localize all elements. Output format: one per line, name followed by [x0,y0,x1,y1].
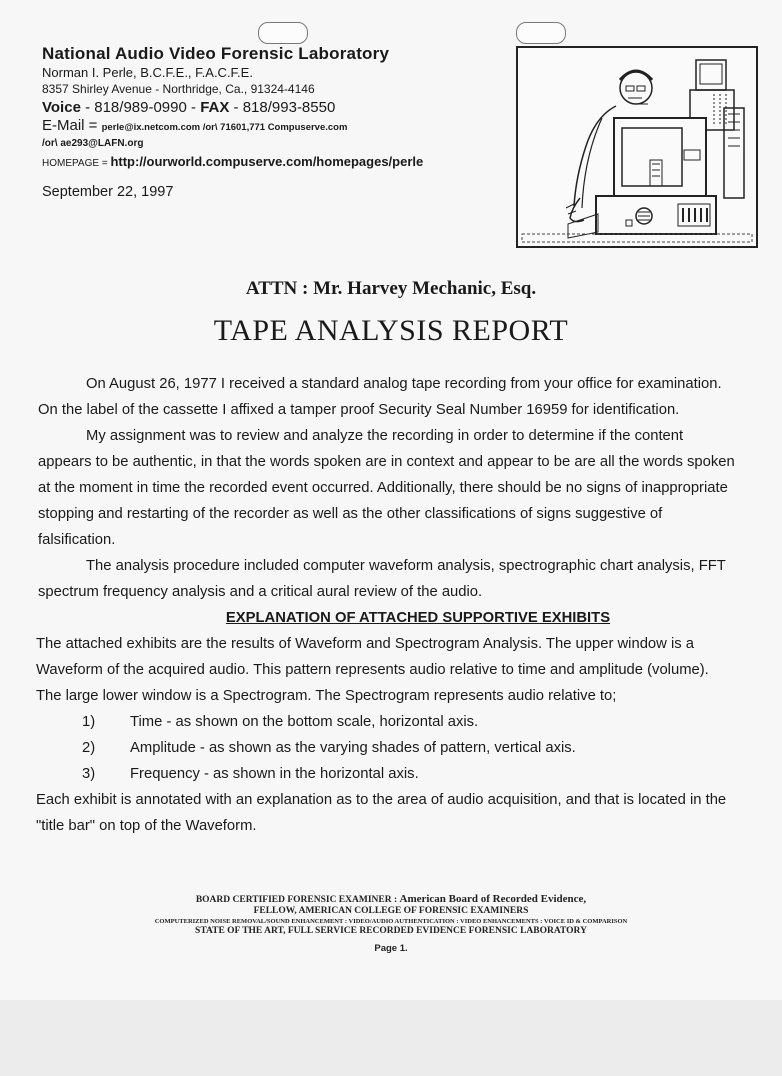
paragraph: My assignment was to review and analyze the recording in order to determine if the content appears to be authentic, in that the words spoken are in context and appear to be are all the words spoken at the moment in time the recorded event occurred. Additionally, there should be no signs of inappropriate stopping and restarting of the recorder as well as the other classifications of signs suggestive of falsification. [38,428,735,548]
voice-number: 818/989-0990 [94,99,187,116]
attention-line: ATTN : Mr. Harvey Mechanic, Esq. [245,278,537,299]
closing-paragraph: Each exhibit is annotated with an explanation as to the area of audio acquisition, and that is located in the "title bar" on top of the Waveform. [36,792,727,834]
report-body [38,371,738,839]
email-label: E-Mail = [42,117,98,134]
footer-board: American Board of Recorded Evidence, [399,893,587,905]
punch-hole [258,22,308,44]
list-text: Frequency - as shown in the horizontal axis. [130,766,419,782]
email-line [42,117,502,137]
list-number: 2) [82,740,96,756]
footer-line-2: FELLOW, AMERICAN COLLEGE OF FORENSIC EXAMINERS [253,906,529,916]
list-text: Time - as shown on the bottom scale, horizontal axis. [130,714,479,730]
homepage-url: http://ourworld.compuserve.com/homepages/perle [110,154,424,169]
email-alt: /or\ ae293@LAFN.org [42,138,144,149]
list-text: Amplitude - as shown as the varying shades of pattern, vertical axis. [130,740,576,756]
exhibits-intro: The attached exhibits are the results of Waveform and Spectrogram Analysis. The upper window is a Waveform of the acquired audio. This pattern represents audio relative to time and amplitude (volume). The large lower window is a Spectrogram. The Spectrogram represents audio relative to; [36,636,709,704]
footer-certification: BOARD CERTIFIED FORENSIC EXAMINER : [195,895,398,905]
list-item [82,735,738,761]
phone-line: Voice - 818/989-0990 - FAX - 818/993-8550 [42,99,336,116]
report-title: TAPE ANALYSIS REPORT [213,314,569,347]
paragraph: On August 26, 1977 I received a standard analog tape recording from your office for examination. On the label of the cassette I affixed a tamper proof Security Seal Number 16959 for identification. [38,376,722,418]
technician-illustration [516,46,758,248]
list-item [82,709,738,735]
paragraph: The analysis procedure included computer waveform analysis, spectrographic chart analysis, FFT spectrum frequency analysis and a critical aural review of the audio. [38,558,726,600]
org-name: National Audio Video Forensic Laboratory [42,44,390,63]
page-number: Page 1. [374,943,408,954]
fax-number: 818/993-8550 [242,99,336,116]
list-item [82,761,738,787]
list-number: 1) [82,714,96,730]
footer-line-4: STATE OF THE ART, FULL SERVICE RECORDED EVIDENCE FORENSIC LABORATORY [195,926,587,936]
homepage-line [42,154,502,169]
exhibits-heading: EXPLANATION OF ATTACHED SUPPORTIVE EXHIBITS [225,610,611,626]
voice-label: Voice [42,99,81,116]
footer-line-3: COMPUTERIZED NOISE REMOVAL/SOUND ENHANCEMENT : VIDEO/AUDIO AUTHENTICATION : VIDEO ENHANCEMENTS : VOICE ID & COMPARISON [154,918,628,925]
page-footer [0,894,782,954]
list-number: 3) [82,766,96,782]
letterhead [42,44,502,169]
email-addresses: perle@ix.netcom.com /or\ 71601,771 Compuserve.com [101,122,348,133]
homepage-label: HOMEPAGE = [42,158,108,169]
footer-line-1 [0,894,782,906]
fax-label: FAX [200,99,230,116]
punch-hole [516,22,566,44]
examiner-name: Norman I. Perle, B.C.F.E., F.A.C.F.E. [42,65,253,80]
address: 8357 Shirley Avenue - Northridge, Ca., 91324-4146 [42,82,315,96]
letter-date: September 22, 1997 [42,184,174,200]
scan-margin [0,1000,782,1076]
